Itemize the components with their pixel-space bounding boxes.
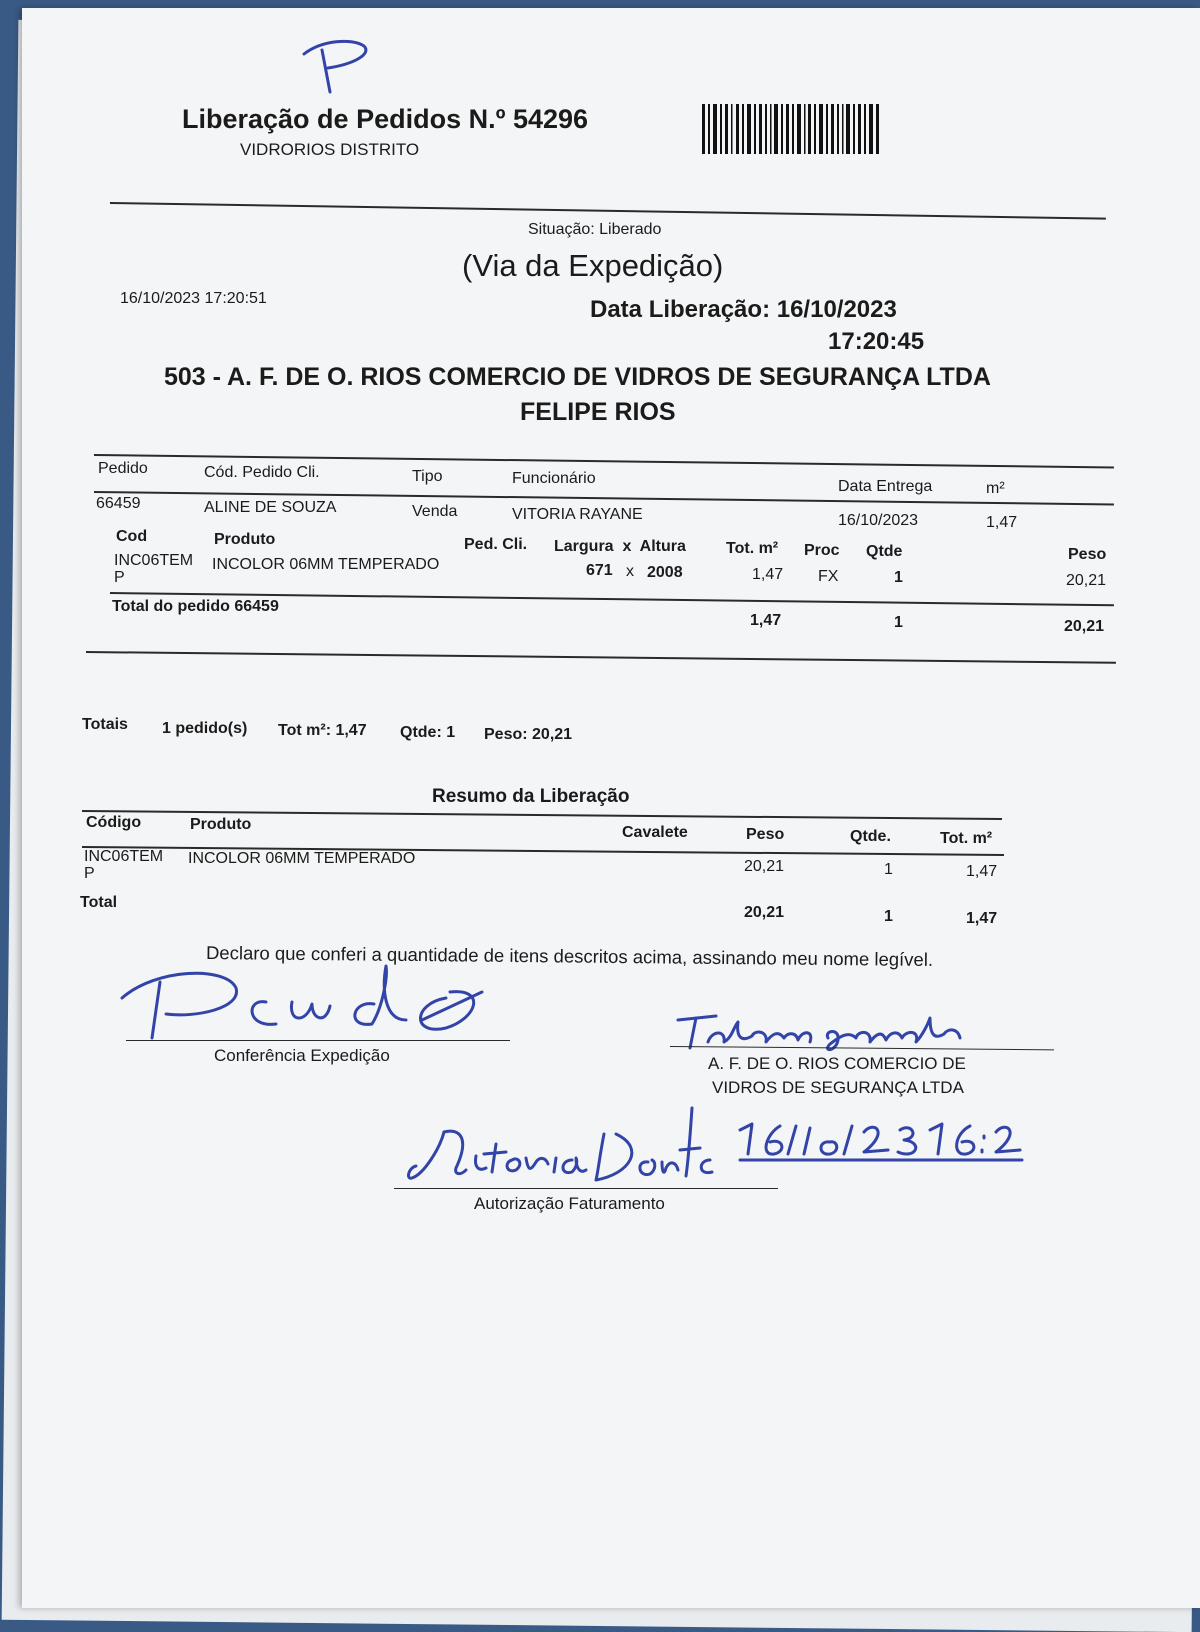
order-type: Venda <box>412 503 458 520</box>
release-date: Data Liberação: 16/10/2023 <box>590 296 897 323</box>
header-divider <box>110 202 1106 220</box>
item-peso: 20,21 <box>1066 572 1107 589</box>
order-total-peso: 20,21 <box>1064 618 1105 635</box>
company-name: VIDRORIOS DISTRITO <box>240 140 420 159</box>
client-name: 503 - A. F. DE O. RIOS COMERCIO DE VIDROS DE SEGURANÇA LTDA <box>164 363 991 391</box>
item-dimension-separator: x <box>626 563 634 580</box>
signature-conferencia <box>116 958 496 1048</box>
item-header-peso: Peso <box>1068 546 1107 563</box>
signature-autorizacao <box>400 1098 720 1188</box>
summary-total-tot-m2: 1,47 <box>966 910 998 927</box>
summary-total-label: Total <box>80 894 118 911</box>
client-label-line1: A. F. DE O. RIOS COMERCIO DE <box>708 1054 966 1073</box>
totals-qtde: Qtde: 1 <box>400 724 456 741</box>
summary-header-cavalete: Cavalete <box>622 824 688 841</box>
item-header-tot-m2: Tot. m² <box>726 540 779 557</box>
order-total-label: Total do pedido 66459 <box>112 598 279 615</box>
summary-peso: 20,21 <box>744 858 785 875</box>
item-header-proc: Proc <box>804 542 840 559</box>
item-header-largura-altura: Largura x Altura <box>554 538 686 555</box>
totals-label: Totais <box>82 716 128 733</box>
order-employee: VITORIA RAYANE <box>512 506 643 523</box>
order-client-code: ALINE DE SOUZA <box>204 499 337 516</box>
item-code-line2: P <box>114 569 125 586</box>
summary-header-tot-m2: Tot. m² <box>940 830 993 847</box>
item-width: 671 <box>586 562 613 579</box>
document-sheet <box>22 8 1200 1608</box>
col-header-m2: m² <box>986 480 1005 497</box>
item-header-ped-cli: Ped. Cli. <box>464 536 528 553</box>
handwritten-p-mark <box>292 30 382 100</box>
signature-line-conferencia <box>126 1040 510 1041</box>
copy-label: (Via da Expedição) <box>462 248 724 283</box>
col-header-data-entrega: Data Entrega <box>838 478 933 495</box>
item-product: INCOLOR 06MM TEMPERADO <box>212 556 440 573</box>
item-qtde: 1 <box>894 569 903 586</box>
order-table-bottom-line <box>86 651 1116 664</box>
order-number: 66459 <box>96 495 141 512</box>
order-delivery-date: 16/10/2023 <box>838 512 919 529</box>
client-contact: FELIPE RIOS <box>520 398 676 426</box>
order-m2: 1,47 <box>986 514 1018 531</box>
item-proc: FX <box>818 568 839 585</box>
col-header-pedido: Pedido <box>98 460 148 477</box>
item-code-line1: INC06TEM <box>114 552 194 569</box>
item-height: 2008 <box>647 564 683 581</box>
summary-code-line2: P <box>84 865 95 882</box>
autorizacao-label: Autorização Faturamento <box>474 1194 665 1213</box>
totals-m2: Tot m²: 1,47 <box>278 722 367 739</box>
barcode <box>702 104 880 154</box>
col-header-funcionario: Funcionário <box>512 470 596 487</box>
item-header-qtde: Qtde <box>866 543 903 560</box>
summary-header-peso: Peso <box>746 826 785 843</box>
signature-client <box>672 1008 992 1058</box>
client-label-line2: VIDROS DE SEGURANÇA LTDA <box>712 1078 964 1097</box>
summary-tot-m2: 1,47 <box>966 863 998 880</box>
situation-status: Situação: Liberado <box>528 221 662 238</box>
totals-orders: 1 pedido(s) <box>162 720 248 737</box>
document-title: Liberação de Pedidos N.º 54296 <box>182 104 589 134</box>
handwritten-date <box>730 1116 1030 1166</box>
summary-product: INCOLOR 06MM TEMPERADO <box>188 850 416 867</box>
item-tot-m2: 1,47 <box>752 566 784 583</box>
item-header-cod: Cod <box>116 528 148 545</box>
declaration-text: Declaro que conferi a quantidade de itens descritos acima, assinando meu nome legível. <box>205 942 934 970</box>
col-header-cod-pedido-cli: Cód. Pedido Cli. <box>204 464 320 481</box>
summary-header-qtde: Qtde. <box>850 828 891 845</box>
printed-timestamp: 16/10/2023 17:20:51 <box>120 290 267 307</box>
item-header-produto: Produto <box>214 531 276 548</box>
summary-header-produto: Produto <box>190 816 252 833</box>
conferencia-label: Conferência Expedição <box>214 1046 390 1065</box>
order-total-qtde: 1 <box>894 614 903 631</box>
summary-header-codigo: Código <box>86 814 142 831</box>
summary-code-line1: INC06TEM <box>84 848 164 865</box>
summary-title: Resumo da Liberação <box>432 786 630 807</box>
summary-total-qtde: 1 <box>884 908 893 925</box>
totals-peso: Peso: 20,21 <box>484 726 573 743</box>
summary-total-peso: 20,21 <box>744 904 785 921</box>
signature-line-autorizacao <box>394 1188 778 1189</box>
order-total-m2: 1,47 <box>750 612 782 629</box>
summary-qtde: 1 <box>884 861 893 878</box>
col-header-tipo: Tipo <box>412 468 443 485</box>
release-time: 17:20:45 <box>828 328 925 355</box>
